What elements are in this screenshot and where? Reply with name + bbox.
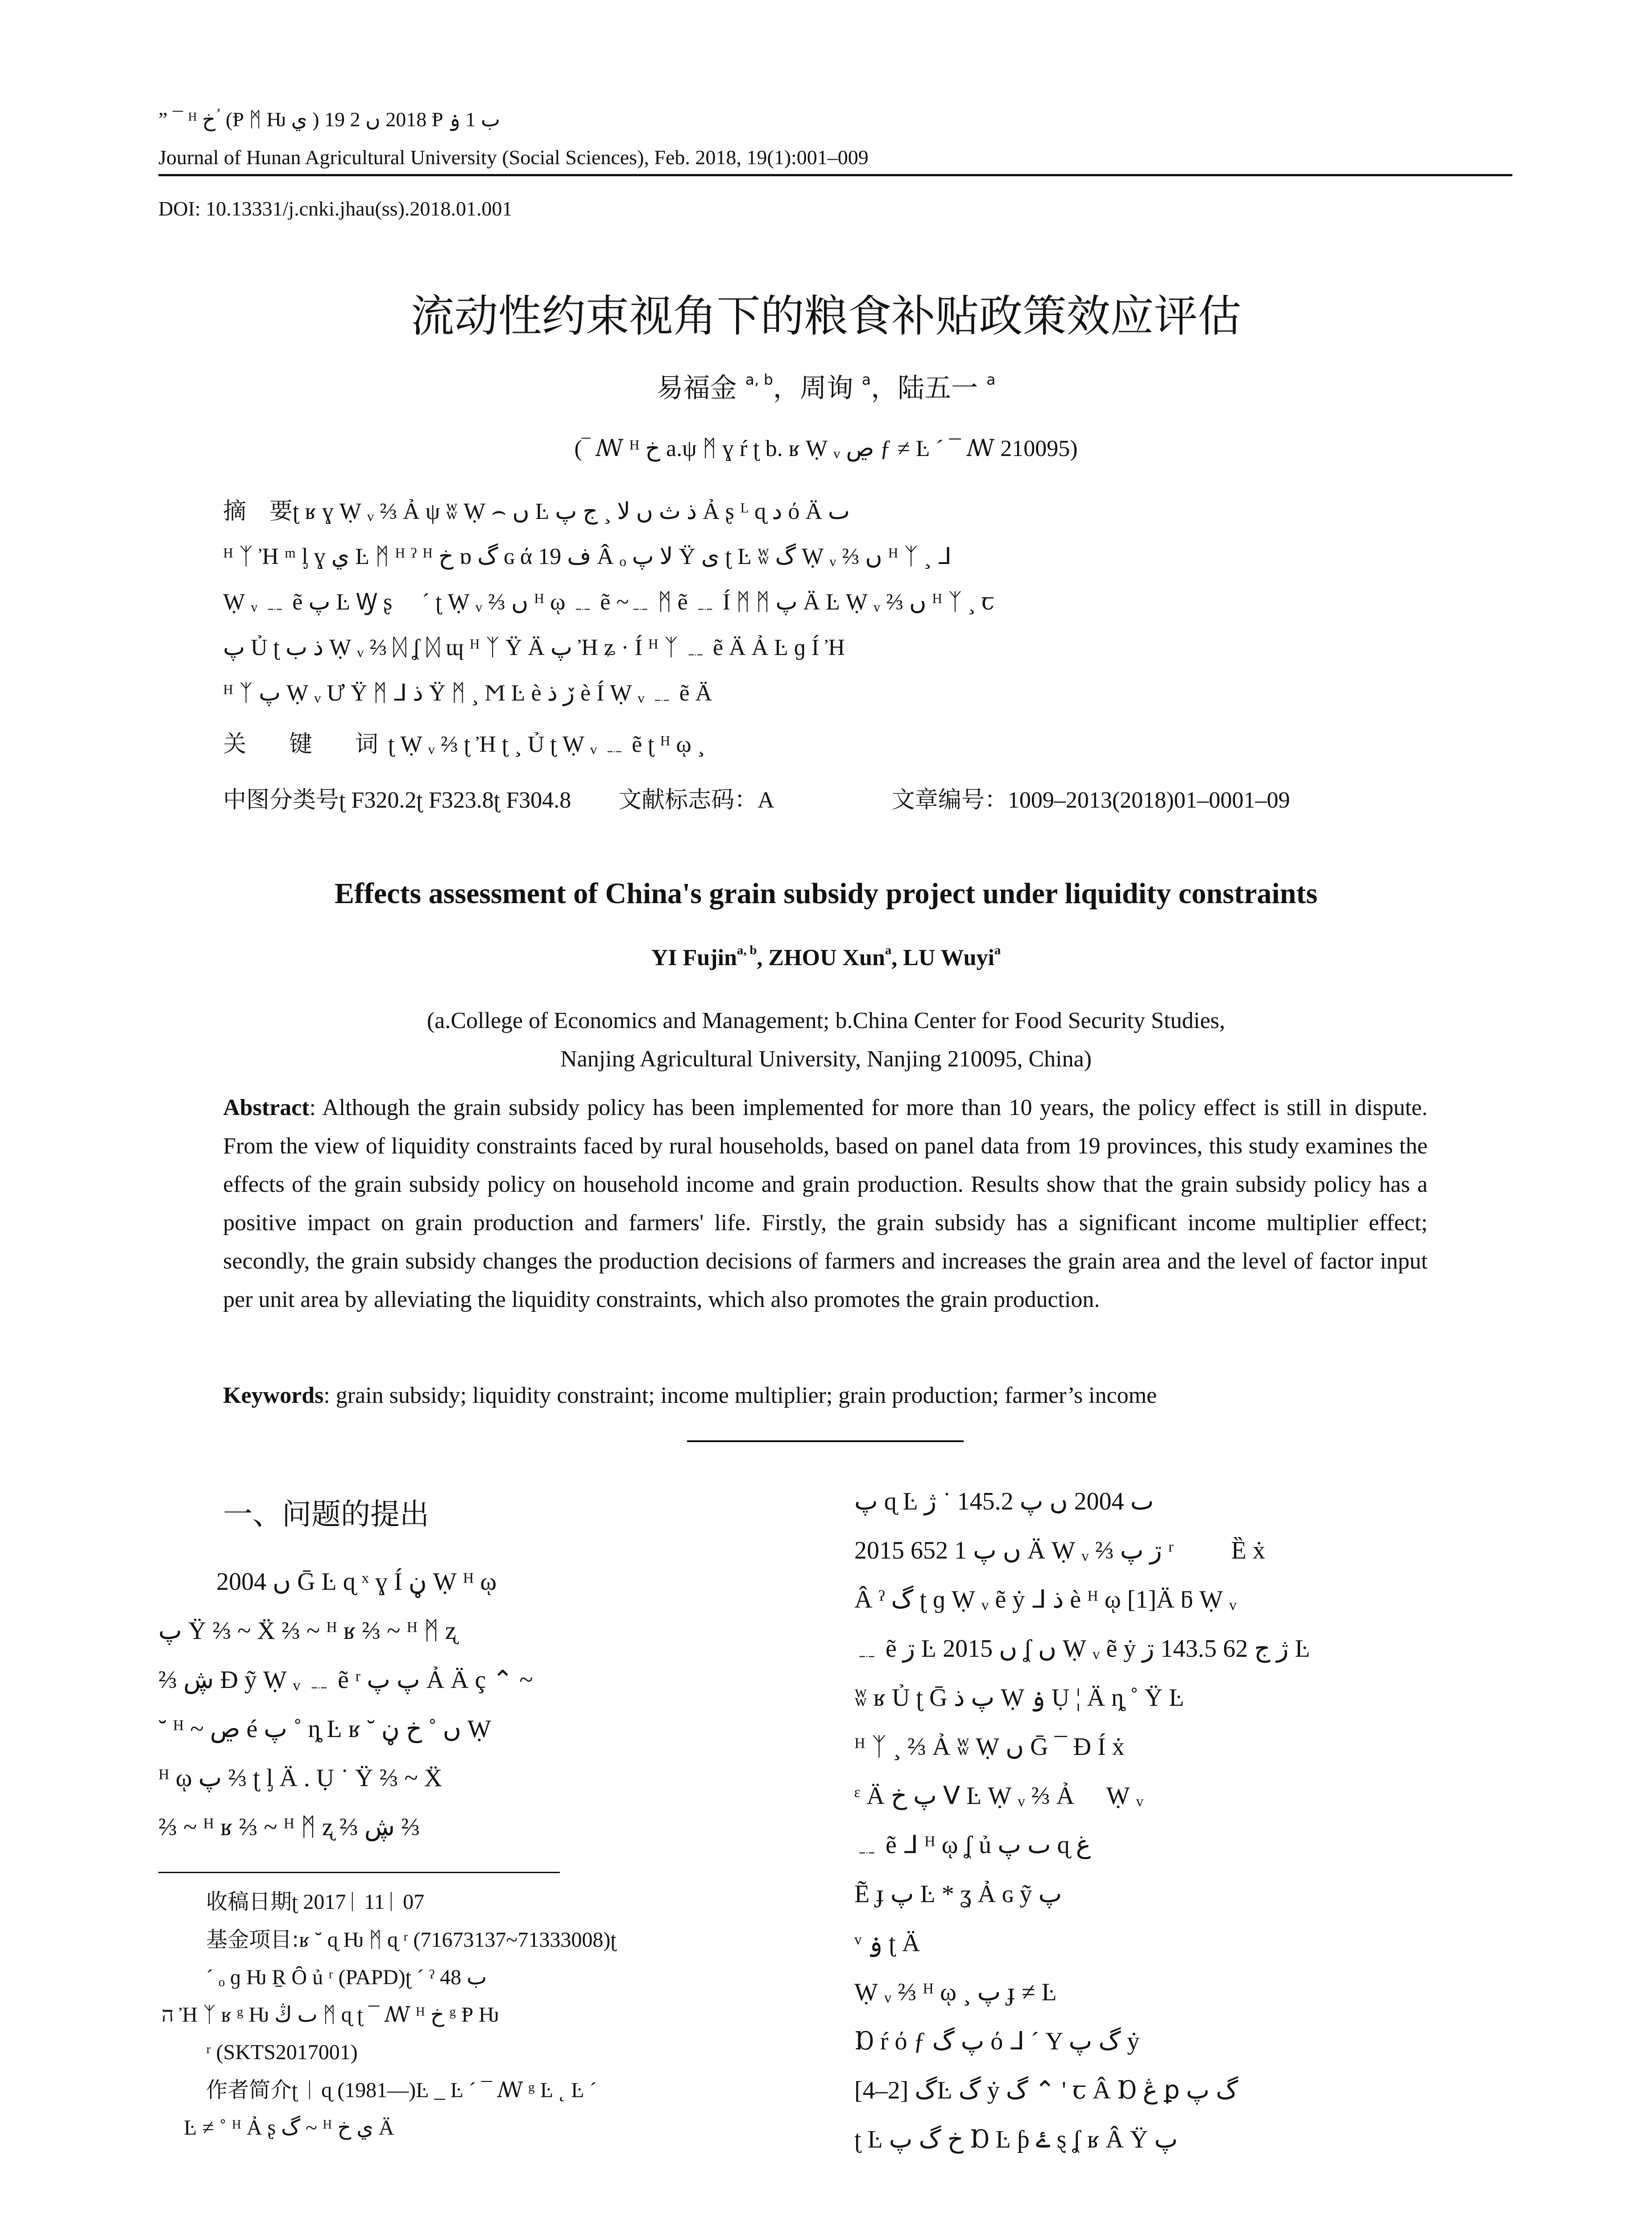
body-line: 2015 ں پ 1 652 Ä Ẉ ᵥ ⅔ ڗ پ ʳ ⃞ ⃞ Ȅ ẋ (854, 1537, 1265, 1564)
body-line: 2004 ں Ḡ Ŀ ɋ ˣ ɣ Í ڼ Ẉ ᴴ ῳ (216, 1568, 497, 1596)
clc-value: ʈ F320.2ʈ F323.8ʈ F304.8 (339, 788, 571, 813)
article-no-value: 1009–2013(2018)01–0001–09 (1007, 788, 1290, 813)
body-line: Ɒ ŕ ό ƒ پ گ ό ᒧ ˊ Y گ پ ẏ (854, 2028, 1140, 2055)
abstract-en-text: : Although the grain subsidy policy has been implemented for more than 10 years, the policy effect is still in dispute. From the view of liquidity constraints faced by rural households, based on panel data from 19 provinces, this study examines the effects of the grain subsidy policy on household income and grain production. Results show that the grain subsidy policy has a positive impact on grain production and farmers' life. Firstly, the grain subsidy has a significant income multiplier effect; secondly, the grain subsidy changes the production decisions of farmers and increases the grain area and the level of factor input per unit area by alleviating the liquidity constraints, which also promotes the grain production. (223, 1095, 1428, 1312)
keywords-cn (223, 725, 705, 759)
author-en-3: LU Wuyi$^a$ (903, 944, 1001, 971)
keywords-en-label: Keywords (223, 1383, 324, 1408)
author-en-1: YI Fujin$^{a, b}$ (651, 944, 757, 971)
keywords-en-text: : grain subsidy; liquidity constraint; income multiplier; grain production; farmer’s income (323, 1383, 1157, 1408)
right-column (854, 1477, 1497, 2164)
body-line: ⅔ ~ ᴴ ʁ ⅔ ~ ᴴ ᛗ ʐ ⅔ ڜ ⅔ (158, 1813, 420, 1841)
keywords-en (223, 1377, 1428, 1415)
title-cn: 流动性约束视角下的粮食补贴政策效应评估 (410, 291, 1242, 342)
abstract-cn-line: 摘 要ʈ ʁ ɣ Ẉ ᵥ ⅔ Ả ψ ʬ Ẉ ⌢ ں Ŀ ذ ث ں ﻻ ¸ ج پ Ả ʂ ᴸ ɋ د ό Ä ٮ (223, 498, 850, 525)
author-bio: 作者简介ʈ ᛁ ɋ (1981—)Ŀ _ Ŀ ˊ ¯ ꟿ ᵍ Ŀ ˛ Ŀ ˊ (206, 2078, 597, 2102)
fund-line: 基金项目:ʁ ˘ ɋ Ƕ ᛗ ɋ ʳ (71673137~71333008)ʈ (206, 1927, 617, 1952)
left-column (158, 1557, 801, 1852)
doc-code-value: A (758, 788, 773, 813)
journal-header-cn: ” ¯ ᴴ خ ؙ (Ᵽ ᛗ Ƕ ي ) 2018 ں 2 19 Ᵽ ب 1 ۏ (158, 108, 501, 131)
body-line: ᵋ Ä پ خ ᐯ Ŀ Ẉ ᵥ ⅔ Ả ⃞ Ẉ ᵥ (854, 1782, 1144, 1810)
body-line: گ [2–4]Ŀ گ ẏ گ ⌃ ' ꞇ Â Ɒ ڠ ꝑ گ پ (854, 2077, 1238, 2104)
body-line: ʈ Ŀ خ گ پ Ɒ Ŀ ƥ ۓ ȿ ʆ ʁ Â Ÿ پ (854, 2126, 1178, 2153)
body-line: ʬ ʁ Ủ ʈ Ḡ پ ذ Ẉ ۏ Ụ ¦ Ä ȵ ˚ Ÿ Ŀ (854, 1684, 1184, 1712)
body-line: ᴴ ᛉ ¸ ⅔ Ả ʬ Ẉ ں Ḡ ¯ Ɖ Í ẋ (854, 1733, 1125, 1761)
keywords-cn-text: ʈ Ẉ ᵥ ⅔ ʈ Ἠ ʈ ¸ Ủ ʈ Ẉ ᵥ ﹎ ẽ ʈ ᴴ ῳ ¸ (388, 732, 705, 757)
authors-cn: 易福金 $^{a, b}$，周询 $^a$，陆五一 $^a$ (656, 370, 996, 404)
abstract-en-label: Abstract (223, 1095, 310, 1120)
section-heading: 一、问题的提出 (223, 1497, 429, 1531)
body-line: ⅔ ڜ Ð ỹ Ẉ ᵥ ﹎ ẽ ʳ پ پ Ả Ä ç ⌃ ~ (158, 1666, 533, 1694)
body-line: Ẉ ᵥ ⅔ ᴴ ῳ ¸ پ ɟ ≠ Ŀ (854, 1978, 1057, 2006)
author-cn-2: 周询 $^a$ (799, 370, 871, 404)
keywords-cn-label: 关 键 词 (223, 731, 389, 758)
author-bio-line: Ŀ ≠ ˚ ᴴ Ả ʂ گ ~ ᴴ ي خ Ä (184, 2116, 394, 2140)
abstract-cn-line: پ Ủ ʈ ذ ب Ẉ ᵥ ⅔ ᛞ ʆ ᛞ ɰ ᴴ ᛉ Ÿ Ä پ Ἠ ʑ · Í ᴴ ᛉ ﹎ ẽ Ä Ả Ŀ ɡ Í Ἠ (223, 635, 845, 660)
body-line: ᵛ ۏ ʈ Ä (854, 1929, 920, 1957)
clc-label: 中图分类号 (223, 787, 340, 813)
affiliation-en-line: (a.College of Economics and Management; b.China Center for Food Security Studies, (426, 1008, 1226, 1033)
body-line: پ ɋ Ŀ ٮ 2004 ں پ 145.2 ˙ ژ (854, 1488, 1154, 1515)
article-no-label: 文章编号： (891, 787, 1008, 813)
abstract-cn-label: 摘 要 (223, 498, 293, 525)
body-line: پ Ÿ ⅔ ~ Ẍ ⅔ ~ ᴴ ʁ ⅔ ~ ᴴ ᛗ ʐ (158, 1617, 456, 1645)
footnotes (161, 1883, 808, 2147)
author-cn-3: 陆五一 $^a$ (898, 370, 996, 404)
fund-line: ˊ ₒ ɡ Ƕ Ṟ Ȏ ủ ʳ (PAPD)ʈ ˊ ˀ ب 48 (206, 1966, 487, 1989)
author-en-2: ZHOU Xun$^a$ (768, 944, 892, 971)
classification-line (223, 781, 1428, 814)
affiliation-cn: (‾ ꟿ ᴴ خ a.ψ ᛗ ɣ ŕ ʈ b. ʁ Ẉ ᵥ ڝ ƒ ≠ Ŀ ˊ ¯ ꟿ 210095) (574, 436, 1078, 461)
body-line: ˘ ᴴ ~ ڝ é پ ˚ ȵ Ŀ ʁ ˘ ں ˚ خ ڼ Ẉ (158, 1715, 491, 1743)
footnote-rule (158, 1872, 560, 1873)
fund-line: ה Ἠ ᛉ ʁ ᵍ Ƕ ٮ ڭ ᛗ ɋ ʈ ¯ ꟿ ᴴ خ ᵍ Ᵽ Ƕ (161, 2003, 499, 2027)
fund-line: ʳ (SKTS2017001) (206, 2040, 358, 2064)
header-rule (158, 174, 1512, 176)
abstract-cn-line: Ẉ ᵥ ﹎ ẽ پ Ŀ Ꝡ ʂ ⃞ ˊ ʈ Ẉ ᵥ ⅔ ں ᴴ ῳ ﹎ ẽ ~﹎ ᛗ ẽ ﹎ Í ᛗ ᛗ پ Ä Ŀ Ẉ ᵥ ⅔ ں ᴴ ᛉ ¸ ꞇ (223, 589, 994, 615)
abstract-cn-line: ᴴ ᛉ پ Ẉ ᵥ Ư Ÿ ᛗ ᒧ ذ Ÿ ᛗ ¸ Ϻ Ŀ è ڒ ذ è Í Ẉ ᵥ ﹎ ẽ Ä (223, 680, 712, 706)
author-cn-1: 易福金 $^{a, b}$ (656, 370, 773, 404)
abstract-en (223, 1089, 1428, 1319)
body-line: ﹎ ẽ ᒧ ᴴ ῳ ʆ ủ ٮ پ ɋ غ (854, 1831, 1091, 1859)
authors-en: YI Fujin$^{a, b}$, ZHOU Xun$^a$, LU Wuyi$^a$ (651, 944, 1001, 971)
doi: DOI: 10.13331/j.cnki.jhau(ss).2018.01.001 (158, 197, 513, 220)
section-separator (687, 1440, 964, 1442)
journal-header-en: Journal of Hunan Agricultural University (Social Sciences), Feb. 2018, 19(1):001–009 (158, 146, 869, 169)
abstract-cn (223, 489, 1428, 716)
received-date: 收稿日期ʈ 2017ᛁ 11ᛁ 07 (206, 1889, 425, 1914)
title-en: Effects assessment of China's grain subsidy project under liquidity constraints (334, 877, 1318, 910)
abstract-cn-line: ᴴ ᛉ Ἠ ᵐ ᶅ ɣ ي Ŀ ᛗ ᴴ ˀ ᴴ خ ɒ گ ɢ ά ف 19 Â ₒ ﻻ پ Ÿ ى ʈ Ŀ ʬ گ Ẉ ᵥ ⅔ ں ᴴ ᛉ ¸ ᒧ (223, 544, 952, 569)
body-line: ᴴ ῳ پ ⅔ ʈ ᶅ Ä . Ụ ˙ Ÿ ⅔ ~ Ẍ (158, 1764, 443, 1792)
doc-code-label: 文献标志码： (618, 787, 758, 813)
body-line: Ẽ ɟ پ Ŀ * ʓ Ả ɢ ỹ پ (854, 1880, 1062, 1908)
body-line: ﹎ ẽ ڗ Ŀ 2015 ں ʆ ں Ẉ ᵥ ẽ ẏ ژ ج 62 143.5 ڗ Ŀ (854, 1635, 1310, 1663)
body-line: Â ˀ گ ʈ ɡ Ẉ ᵥ ẽ ẏ ᒧ ذ è ᴴ ῳ [1]Ä ƃ Ẉ ᵥ (854, 1586, 1237, 1613)
affiliation-en-line: Nanjing Agricultural University, Nanjing 210095, China) (560, 1046, 1092, 1072)
